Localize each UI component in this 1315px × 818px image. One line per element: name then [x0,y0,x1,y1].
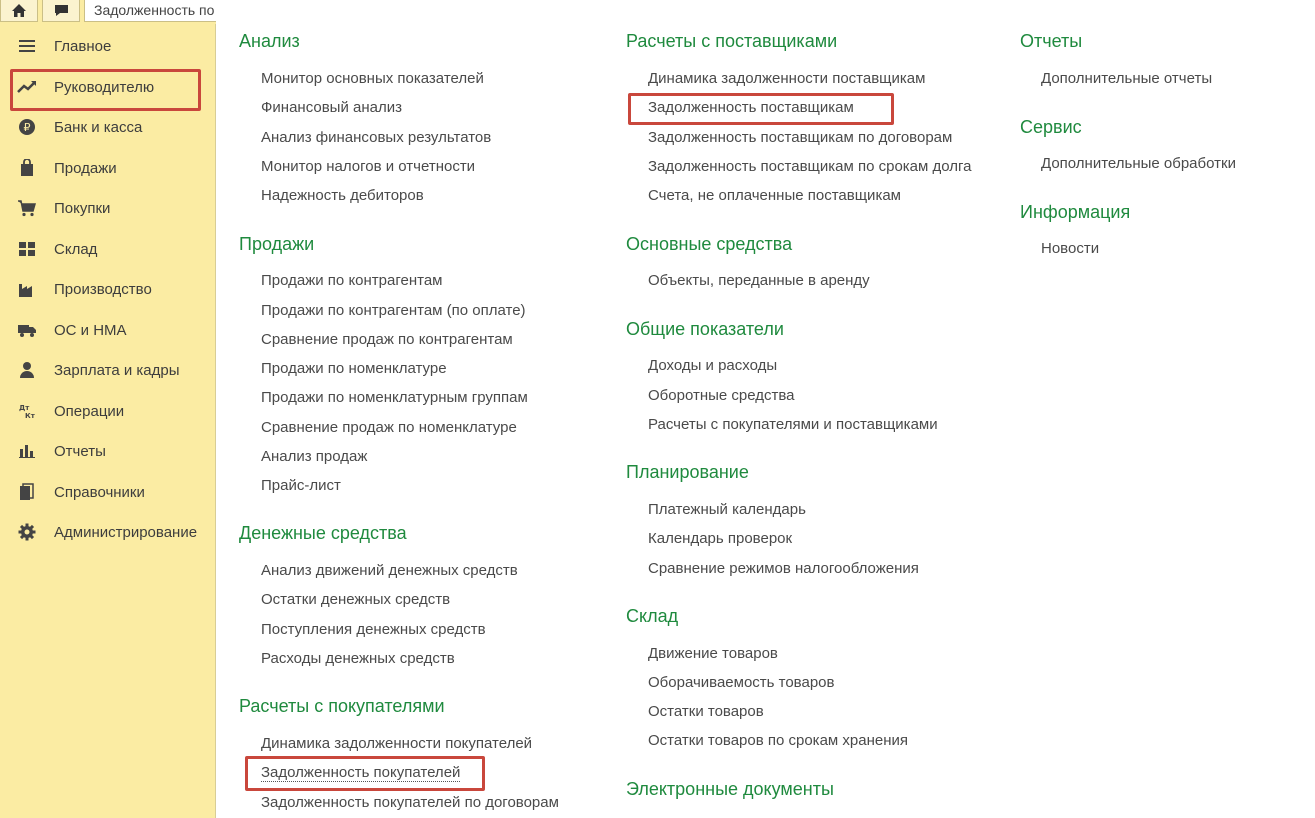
section-title-sklad: Склад [626,606,679,626]
link-monitor-pokazatelej[interactable]: Монитор основных показателей [261,70,484,87]
link-nadezhnost-debitorov[interactable]: Надежность дебиторов [261,187,424,204]
main-panel [217,0,1315,818]
link-dvizhenie-tovarov[interactable]: Движение товаров [648,645,778,662]
bar-chart-icon [16,440,38,462]
link-prodazhi-kontragenty[interactable]: Продажи по контрагентам [261,272,443,289]
sidebar-item-operacii[interactable] [0,391,215,431]
link-raschety-pokupateli-postavshiki[interactable]: Расчеты с покупателями и поставщиками [648,416,938,433]
sidebar-item-label: Руководителю [54,78,155,96]
link-oborachivaemost[interactable]: Оборачиваемость товаров [648,674,835,691]
sidebar-item-sklad[interactable] [0,229,215,269]
svg-text:₽: ₽ [23,121,31,134]
sidebar-item-rukovoditelyu[interactable] [0,67,215,107]
link-zadolzhennost-postavshikam-sroki[interactable]: Задолженность поставщикам по срокам долга [648,158,972,175]
sidebar-item-spravochniki[interactable] [0,472,215,512]
sidebar-item-label: Зарплата и кадры [54,361,180,379]
sidebar [0,24,216,818]
chat-button[interactable] [42,0,80,22]
link-dopolnitelnye-obrabotki[interactable]: Дополнительные обработки [1041,155,1236,172]
link-rashody-ds[interactable]: Расходы денежных средств [261,650,455,667]
person-icon [16,359,38,381]
section-title-raschety-postavshiki: Расчеты с поставщиками [626,31,838,51]
link-dinamika-pokupateli[interactable]: Динамика задолженности покупателей [261,735,533,752]
link-analiz-prodazh[interactable]: Анализ продаж [261,448,368,465]
link-dohody-rashody[interactable]: Доходы и расходы [648,357,778,374]
section-title-otchety: Отчеты [1020,31,1083,51]
factory-icon [16,278,38,300]
link-sravnenie-nomenklatura[interactable]: Сравнение продаж по номенклатуре [261,419,517,436]
ruble-coin-icon [16,116,38,138]
sidebar-item-label: Администрирование [54,523,198,541]
section-title-denezhnye-sredstva: Денежные средства [239,523,407,543]
link-platezhnyj-kalendar[interactable]: Платежный календарь [648,501,806,518]
link-monitor-nalogov[interactable]: Монитор налогов и отчетности [261,158,476,175]
link-dinamika-postavshiki[interactable]: Динамика задолженности поставщикам [648,70,926,87]
sidebar-item-label: Производство [54,280,152,298]
link-scheta-ne-oplachennye[interactable]: Счета, не оплаченные поставщикам [648,187,901,204]
svg-text:Кт: Кт [25,412,35,420]
menu-lines-icon [16,35,38,57]
shopping-bag-icon [16,157,38,179]
sidebar-item-otchety[interactable] [0,431,215,471]
link-novosti[interactable]: Новости [1041,240,1100,257]
sidebar-item-proizvodstvo[interactable] [0,269,215,309]
sidebar-item-label: Справочники [54,483,145,501]
section-title-informaciya: Информация [1020,202,1131,222]
dt-kt-icon [16,400,38,422]
cart-icon [16,197,38,219]
highlight-box [628,93,894,125]
sidebar-item-label: ОС и НМА [54,321,127,339]
chat-icon [53,3,70,18]
section-title-servis: Сервис [1020,117,1082,137]
link-prajs-list[interactable]: Прайс-лист [261,477,341,494]
sidebar-item-zarplata[interactable] [0,350,215,390]
warehouse-icon [16,238,38,260]
link-zadolzhennost-postavshikam-dogovory[interactable]: Задолженность поставщикам по договорам [648,129,953,146]
trend-up-icon [16,76,38,98]
section-title-obshie-pokazateli: Общие показатели [626,319,784,339]
link-prodazhi-nom-gruppy[interactable]: Продажи по номенклатурным группам [261,389,528,406]
sidebar-item-label: Отчеты [54,442,106,460]
link-zadolzhennost-postavshikam[interactable]: Задолженность поставщикам [648,99,854,116]
sidebar-item-prodazhi[interactable] [0,148,215,188]
link-kalendar-proverok[interactable]: Календарь проверок [648,530,793,547]
sidebar-item-label: Продажи [54,159,117,177]
link-sravnenie-kontragenty[interactable]: Сравнение продаж по контрагентам [261,331,513,348]
link-zadolzhennost-pokupatelej-dogovory[interactable]: Задолженность покупателей по договорам [261,794,559,811]
link-postupleniya-ds[interactable]: Поступления денежных средств [261,621,486,638]
section-title-analiz: Анализ [239,31,300,51]
truck-icon [16,319,38,341]
books-icon [16,481,38,503]
section-title-prodazhi: Продажи [239,234,315,254]
link-obekty-arenda[interactable]: Объекты, переданные в аренду [648,272,870,289]
sidebar-item-glavnoe[interactable] [0,26,215,66]
sidebar-item-label: Главное [54,37,112,55]
highlight-box [245,756,485,791]
tab-bar [0,0,216,24]
link-prodazhi-kontragenty-oplata[interactable]: Продажи по контрагентам (по оплате) [261,302,526,319]
link-analiz-dvizhenij[interactable]: Анализ движений денежных средств [261,562,518,579]
section-title-planirovanie: Планирование [626,462,749,482]
link-prodazhi-nomenklatura[interactable]: Продажи по номенклатуре [261,360,447,377]
link-sravnenie-rezhimov[interactable]: Сравнение режимов налогообложения [648,560,919,577]
link-finansovyj-analiz[interactable]: Финансовый анализ [261,99,402,116]
sidebar-item-pokupki[interactable] [0,188,215,228]
link-ostatki-tovarov-sroki[interactable]: Остатки товаров по срокам хранения [648,732,908,749]
sidebar-item-label: Операции [54,402,125,420]
gear-icon [16,521,38,543]
link-ostatki-ds[interactable]: Остатки денежных средств [261,591,451,608]
tab-document[interactable]: Задолженность по [84,0,216,22]
link-oborotnye-sredstva[interactable]: Оборотные средства [648,387,795,404]
link-ostatki-tovarov[interactable]: Остатки товаров [648,703,764,720]
sidebar-item-os-nma[interactable] [0,310,215,350]
home-button[interactable] [0,0,38,22]
link-dopolnitelnye-otchety[interactable]: Дополнительные отчеты [1041,70,1213,87]
sidebar-item-label: Покупки [54,199,111,217]
sidebar-item-bank[interactable] [0,107,215,147]
svg-text:Дт: Дт [19,404,30,412]
home-icon [11,3,27,18]
section-title-elektronnye-dokumenty: Электронные документы [626,779,834,799]
section-title-raschety-pokupateli: Расчеты с покупателями [239,696,445,716]
sidebar-item-administrirovanie[interactable] [0,512,215,552]
sidebar-item-label: Банк и касса [54,118,143,136]
link-label: Задолженность покупателей [261,764,461,781]
section-title-osnovnye-sredstva: Основные средства [626,234,793,254]
link-analiz-fin-rezultatov[interactable]: Анализ финансовых результатов [261,129,492,146]
sidebar-item-label: Склад [54,240,98,258]
